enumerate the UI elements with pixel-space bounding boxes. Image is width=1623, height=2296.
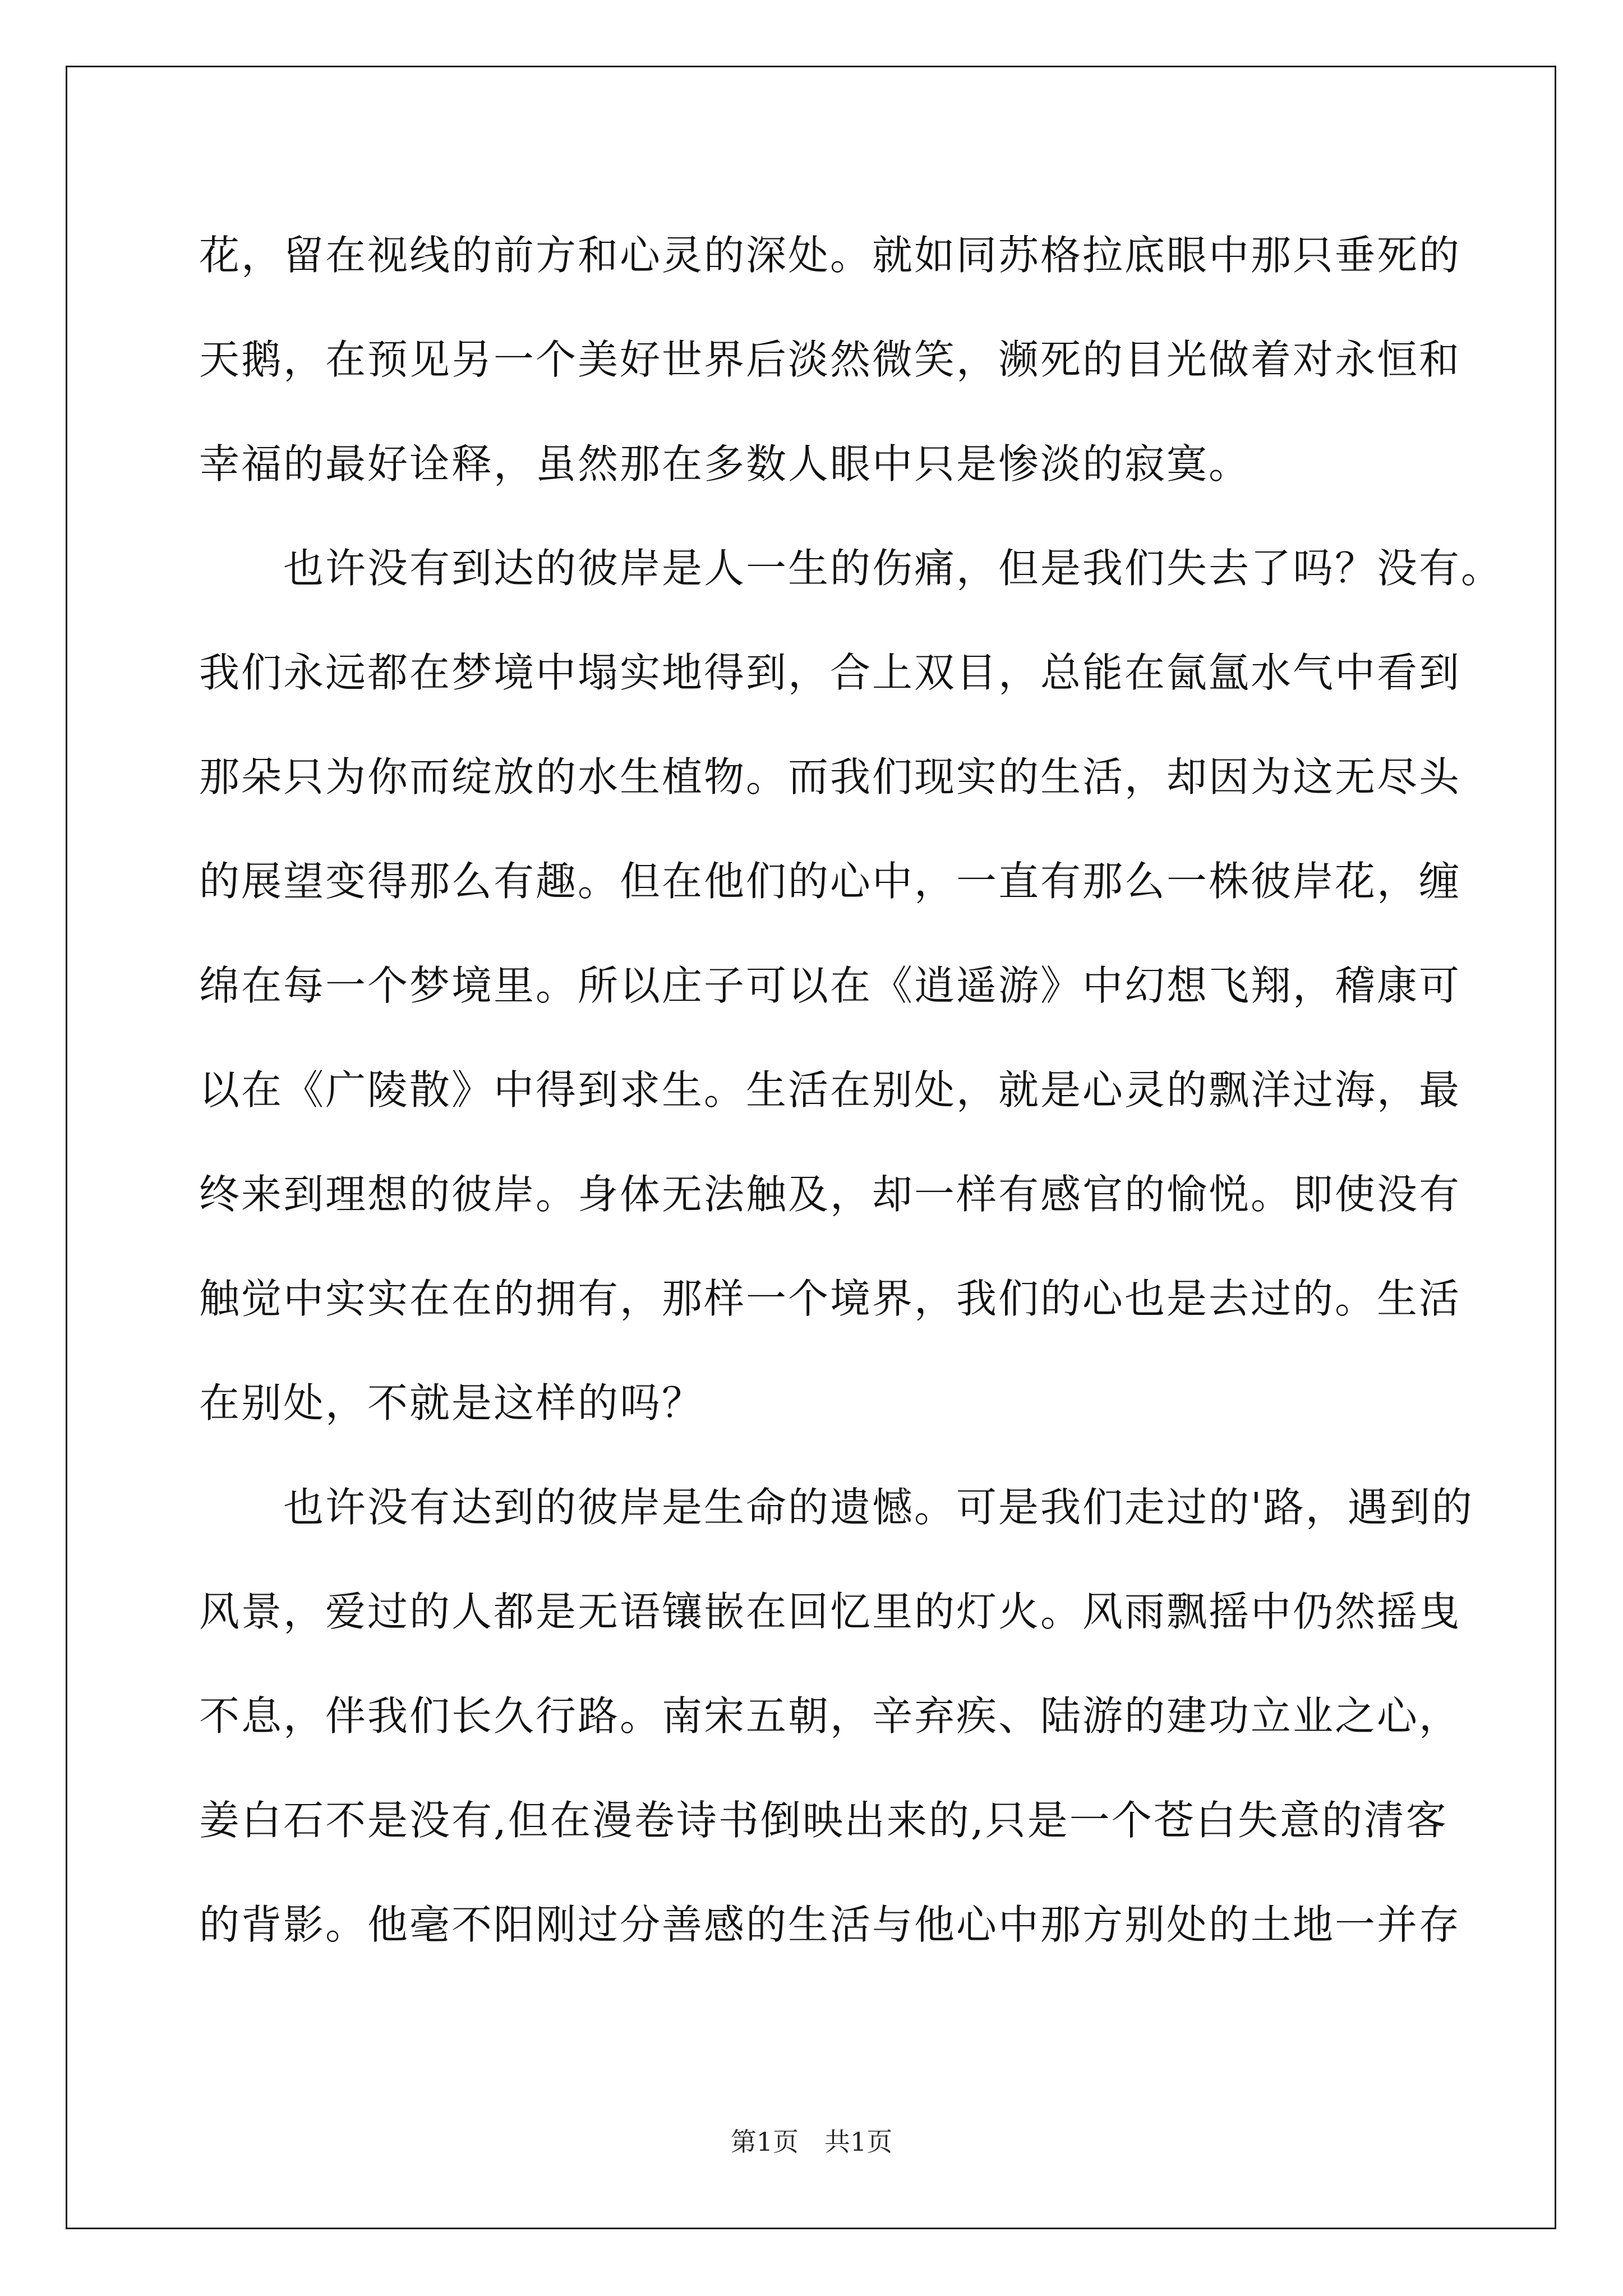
text-line: 也许没有到达的彼岸是人一生的伤痛，但是我们失去了吗？没有。 bbox=[199, 545, 1504, 592]
text-line: 终来到理想的彼岸。身体无法触及，却一样有感官的愉悦。即使没有 bbox=[199, 1171, 1461, 1218]
text-line: 幸福的最好诠释，虽然那在多数人眼中只是惨淡的寂寞。 bbox=[199, 440, 1251, 487]
text-line: 以在《广陵散》中得到求生。生活在别处，就是心灵的飘洋过海，最 bbox=[199, 1066, 1461, 1114]
text-line: 的背影。他毫不阳刚过分善感的生活与他心中那方别处的土地一并存 bbox=[199, 1901, 1461, 1948]
text-line: 的展望变得那么有趣。但在他们的心中，一直有那么一株彼岸花，缠 bbox=[199, 858, 1461, 905]
text-line: 花，留在视线的前方和心灵的深处。就如同苏格拉底眼中那只垂死的 bbox=[199, 232, 1461, 279]
text-line: 风景，爱过的人都是无语镶嵌在回忆里的灯火。风雨飘摇中仍然摇曳 bbox=[199, 1588, 1461, 1635]
text-line: 在别处，不就是这样的吗？ bbox=[199, 1379, 704, 1427]
text-line: 不息，伴我们长久行路。南宋五朝，辛弃疾、陆游的建功立业之心， bbox=[199, 1692, 1461, 1740]
text-line: 绵在每一个梦境里。所以庄子可以在《逍遥游》中幻想飞翔，稽康可 bbox=[199, 962, 1461, 1009]
text-line: 姜白石不是没有,但在漫卷诗书倒映出来的,只是一个苍白失意的清客 bbox=[199, 1797, 1448, 1844]
text-line: 也许没有达到的彼岸是生命的遗憾。可是我们走过的'路，遇到的 bbox=[199, 1484, 1474, 1531]
page-footer: 第1页 共1页 bbox=[730, 2127, 893, 2157]
text-line: 触觉中实实在在的拥有，那样一个境界，我们的心也是去过的。生活 bbox=[199, 1275, 1461, 1322]
text-line: 我们永远都在梦境中塌实地得到，合上双目，总能在氤氲水气中看到 bbox=[199, 649, 1461, 696]
text-line: 那朵只为你而绽放的水生植物。而我们现实的生活，却因为这无尽头 bbox=[199, 753, 1461, 800]
text-line: 天鹅，在预见另一个美好世界后淡然微笑，濒死的目光做着对永恒和 bbox=[199, 336, 1461, 383]
